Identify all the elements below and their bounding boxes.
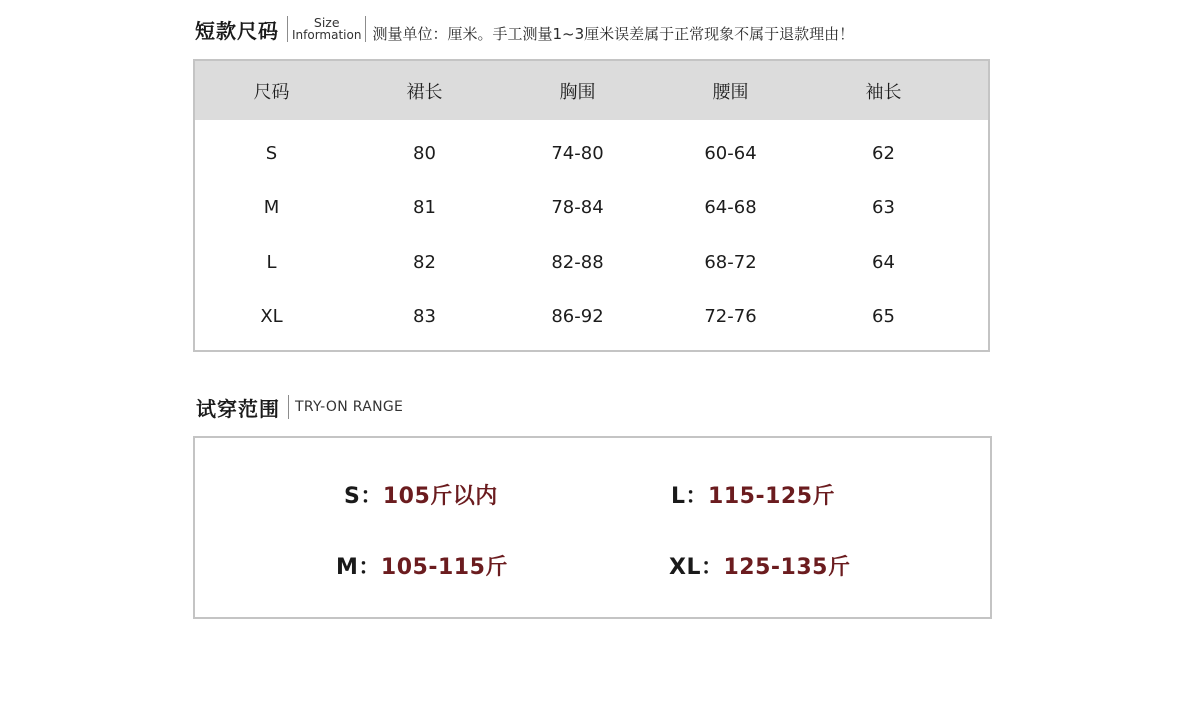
table-row	[195, 290, 988, 345]
size-en-line1: Size	[313, 15, 340, 30]
header-sleeve-length: 袖长	[865, 81, 902, 103]
table-cell: 86-92	[551, 306, 604, 328]
table-cell: 64-68	[704, 197, 757, 219]
divider	[287, 16, 288, 42]
table-cell: 82-88	[551, 251, 604, 273]
table-cell: 62	[872, 142, 895, 164]
tryon-item-xl	[669, 550, 850, 581]
table-cell: 74-80	[551, 142, 604, 164]
table-cell: 78-84	[551, 197, 604, 219]
size-en-line2: Information	[292, 28, 362, 42]
size-section-title: 短款尺码	[195, 18, 279, 43]
table-cell: 80	[413, 142, 436, 164]
header-waist: 腰围	[712, 81, 749, 103]
table-cell: S	[265, 142, 278, 164]
tryon-size-label: M：	[336, 555, 381, 580]
tryon-item-m	[336, 550, 508, 581]
tryon-weight-value: 125-135斤	[723, 555, 851, 580]
header-skirt-length: 裙长	[406, 81, 443, 103]
table-row	[195, 126, 988, 181]
table-cell: 60-64	[704, 142, 757, 164]
table-cell: 81	[413, 197, 436, 219]
tryon-section-header	[196, 392, 403, 422]
table-cell: 82	[413, 251, 436, 273]
table-body	[195, 120, 988, 344]
table-cell: 83	[413, 306, 436, 328]
header-size: 尺码	[253, 81, 290, 103]
tryon-size-label: S：	[344, 484, 383, 509]
table-cell: 65	[872, 306, 895, 328]
divider	[288, 395, 289, 419]
table-header-row	[195, 61, 988, 120]
size-section-en-label	[292, 16, 361, 42]
measurement-note: 测量单位：厘米。手工测量1~3厘米误差属于正常现象不属于退款理由！	[372, 24, 855, 43]
table-cell: 63	[872, 197, 895, 219]
tryon-weight-value: 105斤以内	[382, 484, 498, 509]
table-row	[195, 181, 988, 236]
tryon-weight-value: 115-125斤	[708, 484, 836, 509]
tryon-section-title: 试穿范围	[196, 396, 280, 421]
tryon-section-en-label: TRY-ON RANGE	[295, 399, 404, 415]
tryon-item-s	[344, 479, 498, 510]
header-bust: 胸围	[559, 81, 596, 103]
divider	[365, 16, 366, 42]
table-cell: XL	[260, 306, 283, 328]
size-table	[193, 59, 990, 352]
size-section-header	[195, 12, 854, 46]
tryon-size-label: L：	[671, 484, 709, 509]
tryon-item-l	[671, 479, 835, 510]
tryon-weight-value: 105-115斤	[380, 555, 508, 580]
table-cell: M	[263, 197, 280, 219]
tryon-size-label: XL：	[669, 555, 724, 580]
table-cell: 72-76	[704, 306, 757, 328]
table-cell: 64	[872, 251, 895, 273]
tryon-range-box	[193, 436, 992, 619]
table-cell: 68-72	[704, 251, 757, 273]
table-row	[195, 235, 988, 290]
table-cell: L	[266, 251, 277, 273]
